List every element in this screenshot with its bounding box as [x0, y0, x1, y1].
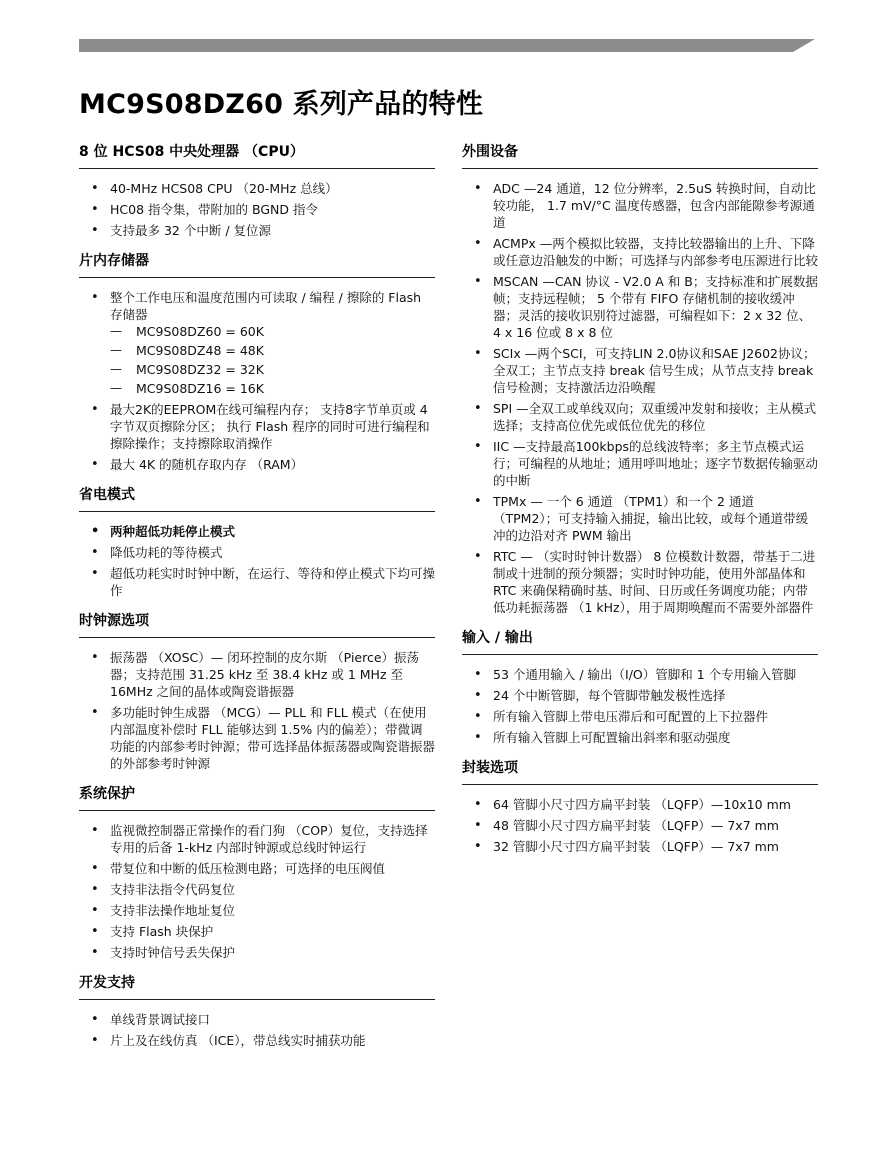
feature-text: 整个工作电压和温度范围内可读取 / 编程 / 擦除的 Flash 存储器	[110, 290, 422, 322]
feature-text: 所有输入管脚上可配置输出斜率和驱动强度	[493, 730, 731, 745]
feature-text: 超低功耗实时时钟中断，在运行、等待和停止模式下均可操作	[110, 566, 436, 598]
feature-text: 32 管脚小尺寸四方扁平封装 （LQFP）— 7x7 mm	[493, 839, 779, 854]
feature-item	[79, 649, 435, 700]
variant-list	[110, 323, 435, 397]
feature-item	[462, 796, 818, 813]
section	[462, 628, 818, 746]
feature-text: 48 管脚小尺寸四方扁平封装 （LQFP）— 7x7 mm	[493, 818, 779, 833]
section-heading: 外围设备	[462, 142, 818, 169]
feature-text: MSCAN —CAN 协议 - V2.0 A 和 B；支持标准和扩展数据帧；支持远程帧； 5 个带有 FIFO 存储机制的接收缓冲器；灵活的接收识别符过滤器，可编程如下：2 x 32 位、 4 x 16 位或 8 x 8 位	[493, 274, 818, 340]
feature-text: IIC —支持最高100kbps的总线波特率；多主节点模式运行；可编程的从地址；通用呼叫地址；逐字节数据传输驱动的中断	[493, 439, 819, 488]
feature-text: 所有输入管脚上带电压滞后和可配置的上下拉器件	[493, 709, 769, 724]
section	[79, 973, 435, 1049]
feature-text: RTC — （实时时钟计数器） 8 位模数计数器，带基于二进制或十进制的预分频器；实时时钟功能，使用外部晶体和 RTC 来确保精确时基、时间、日历或任务调度功能；内带低功耗振荡器 （1 kHz），用于周期唤醒而不需要外部器件	[493, 549, 816, 615]
feature-item	[79, 944, 435, 961]
feature-item	[79, 822, 435, 856]
section	[79, 485, 435, 599]
feature-list	[79, 811, 435, 961]
section-heading: 系统保护	[79, 784, 435, 811]
feature-list	[462, 655, 818, 746]
feature-text: 支持最多 32 个中断 / 复位源	[110, 223, 272, 238]
feature-item	[462, 838, 818, 855]
feature-text: ACMPx —两个模拟比较器，支持比较器输出的上升、下降或任意边沿触发的中断；可选择与内部参考电压源进行比较	[493, 236, 819, 268]
feature-text: ADC —24 通道，12 位分辨率，2.5uS 转换时间，自动比较功能， 1.7 mV/°C 温度传感器，包含内部能隙参考源通道	[493, 181, 816, 230]
feature-text: HC08 指令集，带附加的 BGND 指令	[110, 202, 318, 217]
feature-item	[79, 544, 435, 561]
section-heading: 片内存储器	[79, 251, 435, 278]
feature-item	[462, 666, 818, 683]
feature-text: 振荡器 （XOSC）— 闭环控制的皮尔斯 （Pierce）振荡器；支持范围 31.25 kHz 至 38.4 kHz 或 1 MHz 至 16MHz 之间的晶体或陶瓷谐振器	[110, 650, 420, 699]
feature-item	[462, 273, 818, 341]
section	[462, 142, 818, 616]
feature-item	[79, 923, 435, 940]
left-column	[79, 142, 435, 1061]
feature-item	[79, 565, 435, 599]
feature-item	[79, 180, 435, 197]
feature-item	[79, 704, 435, 772]
feature-text: 多功能时钟生成器 （MCG）— PLL 和 FLL 模式（在使用内部温度补偿时 FLL 能够达到 1.5% 内的偏差）；带微调功能的内部参考时钟源；带可选择晶体振荡器或陶瓷谐振器的外部参考时钟源	[110, 705, 436, 771]
feature-item	[79, 1032, 435, 1049]
feature-list	[79, 169, 435, 239]
section	[79, 784, 435, 961]
feature-item	[462, 345, 818, 396]
feature-item	[79, 902, 435, 919]
feature-item	[79, 201, 435, 218]
section-heading: 时钟源选项	[79, 611, 435, 638]
variant-item: — MC9S08DZ60 = 60K	[110, 323, 435, 340]
feature-text: 40-MHz HCS08 CPU （20-MHz 总线）	[110, 181, 338, 196]
section	[79, 611, 435, 772]
feature-text: SCIx —两个SCI，可支持LIN 2.0协议和SAE J2602协议；全双工；主节点支持 break 信号生成；从节点支持 break 信号检测；支持激活边沿唤醒	[493, 346, 816, 395]
feature-item	[79, 401, 435, 452]
section	[79, 142, 435, 239]
feature-item	[79, 860, 435, 877]
feature-item	[462, 438, 818, 489]
variant-item: — MC9S08DZ48 = 48K	[110, 342, 435, 359]
feature-text: 支持非法操作地址复位	[110, 903, 236, 918]
feature-text: 降低功耗的等待模式	[110, 545, 223, 560]
feature-item	[462, 708, 818, 725]
right-column	[462, 142, 818, 867]
feature-item	[462, 493, 818, 544]
feature-text: 最大2K的EEPROM在线可编程内存； 支持8字节单页或 4 字节双页擦除分区； 执行 Flash 程序的同时可进行编程和擦除操作；支持擦除取消操作	[110, 402, 430, 451]
feature-item	[79, 456, 435, 473]
feature-list	[79, 512, 435, 599]
variant-item: — MC9S08DZ32 = 32K	[110, 361, 435, 378]
section	[462, 758, 818, 855]
feature-item	[462, 235, 818, 269]
feature-item	[79, 881, 435, 898]
section-heading: 8 位 HCS08 中央处理器 （CPU）	[79, 142, 435, 169]
feature-text: 带复位和中断的低压检测电路；可选择的电压阀值	[110, 861, 386, 876]
feature-list	[79, 638, 435, 772]
feature-item	[462, 180, 818, 231]
feature-item	[79, 222, 435, 239]
feature-text: 两种超低功耗停止模式	[110, 524, 236, 539]
feature-item	[462, 729, 818, 746]
feature-text: 53 个通用输入 / 输出（I/O）管脚和 1 个专用输入管脚	[493, 667, 797, 682]
variant-item: — MC9S08DZ16 = 16K	[110, 380, 435, 397]
feature-item	[462, 400, 818, 434]
feature-text: 监视微控制器正常操作的看门狗 （COP）复位，支持选择专用的后备 1-kHz 内部时钟源或总线时钟运行	[110, 823, 428, 855]
feature-text: 片上及在线仿真 （ICE），带总线实时捕获功能	[110, 1033, 366, 1048]
section	[79, 251, 435, 473]
section-heading: 省电模式	[79, 485, 435, 512]
feature-text: 24 个中断管脚，每个管脚带触发极性选择	[493, 688, 726, 703]
feature-list	[462, 169, 818, 616]
feature-item	[462, 817, 818, 834]
feature-item	[462, 687, 818, 704]
feature-list	[79, 1000, 435, 1049]
feature-list	[462, 785, 818, 855]
page-title: MC9S08DZ60 系列产品的特性	[79, 89, 484, 120]
feature-text: 支持 Flash 块保护	[110, 924, 214, 939]
feature-item	[462, 548, 818, 616]
feature-text: TPMx — 一个 6 通道 （TPM1）和一个 2 通道 （TPM2）；可支持输入捕捉，输出比较，或每个通道带缓冲的边沿对齐 PWM 输出	[493, 494, 809, 543]
feature-text: SPI —全双工或单线双向；双重缓冲发射和接收；主从模式选择；支持高位优先或低位优先的移位	[493, 401, 817, 433]
section-heading: 开发支持	[79, 973, 435, 1000]
section-heading: 封装选项	[462, 758, 818, 785]
header-bar	[79, 39, 815, 52]
feature-item	[79, 523, 435, 540]
feature-item	[79, 289, 435, 397]
feature-text: 64 管脚小尺寸四方扁平封装 （LQFP）—10x10 mm	[493, 797, 791, 812]
feature-text: 支持时钟信号丢失保护	[110, 945, 236, 960]
feature-text: 支持非法指令代码复位	[110, 882, 236, 897]
feature-text: 最大 4K 的随机存取内存 （RAM）	[110, 457, 304, 472]
section-heading: 输入 / 输出	[462, 628, 818, 655]
feature-item	[79, 1011, 435, 1028]
feature-list	[79, 278, 435, 473]
feature-text: 单线背景调试接口	[110, 1012, 211, 1027]
